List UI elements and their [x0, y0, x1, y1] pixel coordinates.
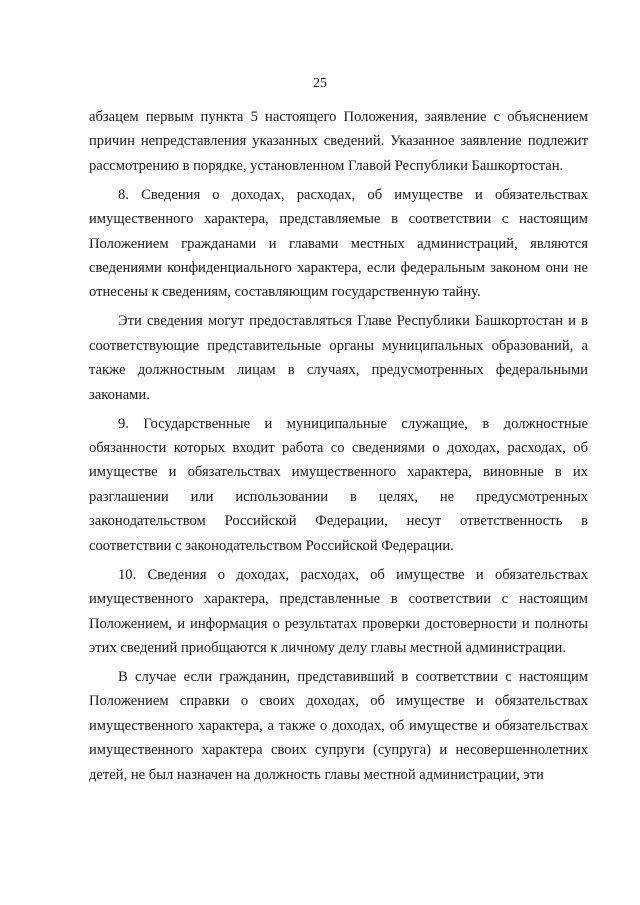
paragraph-item-8: 8. Сведения о доходах, расходах, об имуществе и обязательствах имущественного характера, представляемые в соответствии с настоящим Положением гражданами и главами местных администраций, являются сведениями конфиденциального характера, если федеральным законом они не отнесены к сведениям, составляющим государственную тайну. — [89, 186, 588, 301]
page-number: 25 — [313, 76, 327, 91]
paragraph-continuation: абзацем первым пункта 5 настоящего Положения, заявление с объяснением причин непредставления указанных сведений. Указанное заявление подлежит рассмотрению в порядке, установленном Главой Республики Башкортостан. — [89, 109, 588, 174]
paragraph-item-10-continued: В случае если гражданин, представивший в соответствии с настоящим Положением справки о своих доходах, об имуществе и обязательствах имущественного характера, а также о доходах, об имуществе и обязательствах имущественного характера своих супруги (супруга) и несовершеннолетних детей, не был назначен на должность главы местной администрации, эти — [89, 668, 588, 783]
paragraph-item-10: 10. Сведения о доходах, расходах, об имуществе и обязательствах имущественного характера, представленные в соответствии с настоящим Положением, и информация о результатах проверки достоверности и полноты этих сведений приобщаются к личному делу главы местной администрации. — [89, 566, 588, 656]
paragraph-item-8-continued: Эти сведения могут предоставляться Главе Республики Башкортостан и в соответствующие представительные органы муниципальных образований, а также должностным лицам в случаях, предусмотренных федеральными законами. — [89, 313, 588, 403]
document-body — [89, 105, 588, 792]
paragraph-item-9: 9. Государственные и муниципальные служащие, в должностные обязанности которых входит работа со сведениями о доходах, расходах, об имуществе и обязательствах имущественного характера, виновные в их разглашении или использовании в целях, не предусмотренных законодательством Российской Федерации, несут ответственность в соответствии с законодательством Российской Федерации. — [89, 415, 588, 554]
